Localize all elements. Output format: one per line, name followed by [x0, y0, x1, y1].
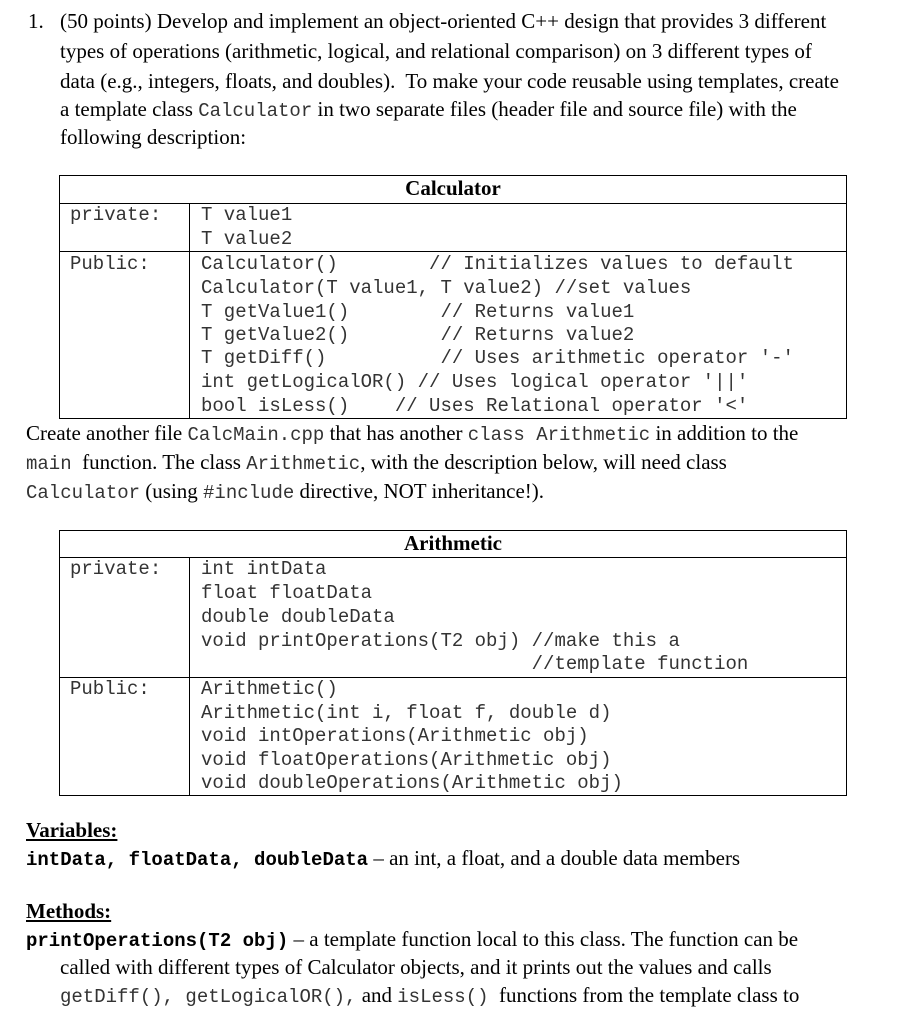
calculator-private-member: T value2 — [201, 228, 293, 250]
calculator-column-divider — [189, 203, 190, 419]
code-calculator: Calculator — [26, 482, 141, 504]
middle-line-3: Calculator (using #include directive, NOT inheritance!). — [26, 479, 545, 504]
code-calculator: Calculator — [198, 100, 313, 122]
methods-heading: Methods: — [26, 899, 112, 923]
code-class-arithmetic: class Arithmetic — [467, 424, 651, 446]
variables-line: intData, floatData, doubleData – an int, a float, and a double data members — [26, 846, 741, 871]
calculator-public-member: Calculator() // Initializes values to default — [201, 253, 794, 275]
calculator-public-member: T getValue1() // Returns value1 — [201, 301, 635, 323]
calculator-title-divider — [59, 203, 847, 204]
calculator-public-member: T getValue2() // Returns value2 — [201, 324, 635, 346]
calculator-private-label: private: — [70, 204, 162, 226]
arithmetic-public-member: void intOperations(Arithmetic obj) — [201, 725, 589, 747]
intro-line-4: a template class Calculator in two separate files (header file and source file) with the — [60, 97, 797, 122]
arithmetic-private-member: //template function — [201, 653, 749, 675]
code-arithmetic: Arithmetic — [246, 453, 361, 475]
code-getdiff-getlogicalor: getDiff(), getLogicalOR(), — [60, 986, 357, 1008]
intro-line-3: data (e.g., integers, floats, and doubles). To make your code reusable using templates, create — [60, 69, 839, 93]
variables-heading: Variables: — [26, 818, 118, 842]
middle-line-1: Create another file CalcMain.cpp that has another class Arithmetic in addition to the — [26, 421, 799, 446]
code-isless: isLess() — [397, 986, 489, 1008]
calculator-public-member: int getLogicalOR() // Uses logical operator '||' — [201, 371, 749, 393]
code-calcmain: CalcMain.cpp — [187, 424, 325, 446]
calculator-private-member: T value1 — [201, 204, 293, 226]
variables-code: intData, floatData, doubleData — [26, 849, 369, 871]
arithmetic-table-title: Arithmetic — [404, 531, 502, 555]
code-include: #include — [203, 482, 295, 504]
code-main: main — [26, 453, 72, 475]
arithmetic-private-member: void printOperations(T2 obj) //make this a — [201, 630, 680, 652]
intro-line-2: types of operations (arithmetic, logical, and relational comparison) on 3 different types of — [60, 39, 812, 63]
middle-line-2: main function. The class Arithmetic, with the description below, will need class — [26, 450, 727, 475]
calculator-section-divider — [59, 251, 847, 252]
calculator-public-member: Calculator(T value1, T value2) //set values — [201, 277, 692, 299]
arithmetic-public-member: void doubleOperations(Arithmetic obj) — [201, 772, 623, 794]
arithmetic-public-member: void floatOperations(Arithmetic obj) — [201, 749, 612, 771]
arithmetic-title-divider — [59, 557, 847, 558]
arithmetic-private-label: private: — [70, 558, 162, 580]
methods-line-2: called with different types of Calculator objects, and it prints out the values and calls — [60, 955, 772, 979]
arithmetic-private-member: float floatData — [201, 582, 373, 604]
calculator-table-title: Calculator — [405, 176, 501, 200]
arithmetic-public-label: Public: — [70, 678, 150, 700]
question-number: 1. — [28, 9, 44, 33]
arithmetic-column-divider — [189, 557, 190, 796]
arithmetic-private-member: int intData — [201, 558, 327, 580]
methods-line-1: printOperations(T2 obj) – a template function local to this class. The function can be — [26, 927, 799, 952]
methods-code: printOperations(T2 obj) — [26, 930, 289, 952]
intro-line-1: (50 points) Develop and implement an object-oriented C++ design that provides 3 different — [60, 9, 827, 33]
arithmetic-public-member: Arithmetic(int i, float f, double d) — [201, 702, 612, 724]
arithmetic-public-member: Arithmetic() — [201, 678, 338, 700]
intro-line-5: following description: — [60, 125, 247, 149]
calculator-public-member: bool isLess() // Uses Relational operator '<' — [201, 395, 749, 417]
calculator-public-member: T getDiff() // Uses arithmetic operator '-' — [201, 347, 794, 369]
arithmetic-private-member: double doubleData — [201, 606, 395, 628]
arithmetic-section-divider — [59, 677, 847, 678]
methods-line-3: getDiff(), getLogicalOR(), and isLess() functions from the template class to — [60, 983, 800, 1008]
calculator-public-label: Public: — [70, 253, 150, 275]
